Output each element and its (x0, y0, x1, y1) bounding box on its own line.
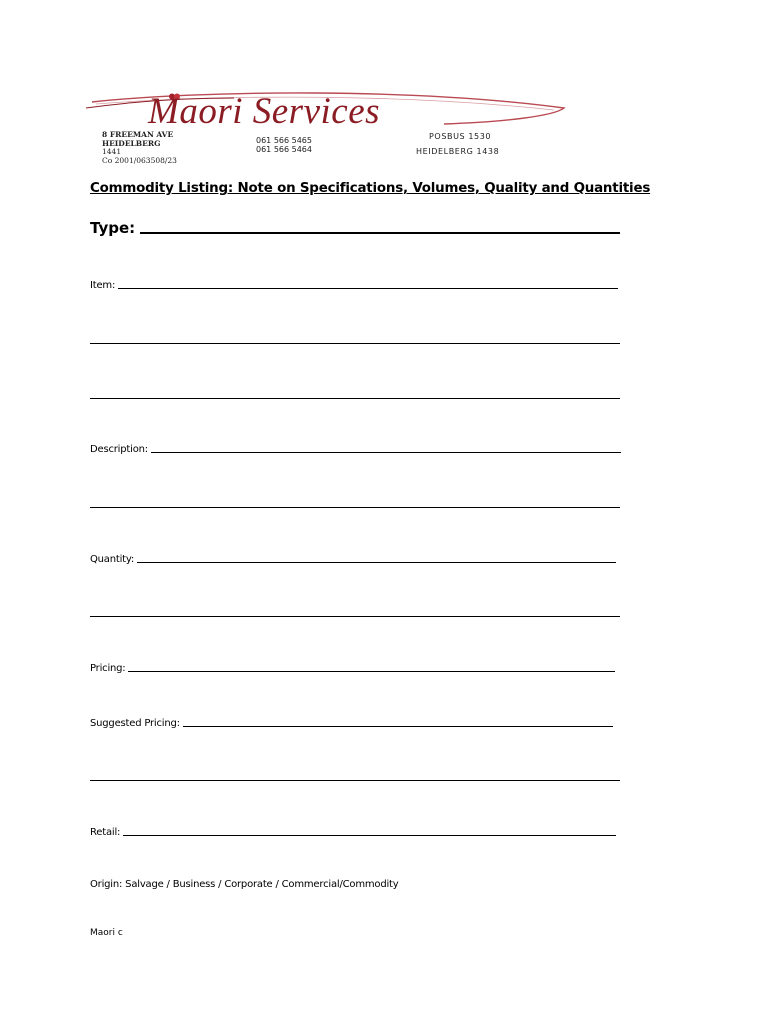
quantity-continuation-line[interactable] (90, 616, 620, 617)
document-title: Commodity Listing: Note on Specifications, Volumes, Quality and Quantities (90, 181, 651, 196)
description-input-line[interactable] (151, 452, 621, 453)
pricing-input-line[interactable] (128, 671, 615, 672)
type-label: Type: (90, 219, 136, 237)
suggested-pricing-field (90, 715, 613, 729)
phone-2: 061 566 5464 (256, 144, 312, 154)
quantity-input-line[interactable] (137, 562, 616, 563)
type-input-line[interactable] (140, 232, 620, 234)
phone-1: 061 566 5465 (256, 136, 312, 145)
registration-number: Co 2001/063508/23 (102, 155, 177, 165)
suggested-pricing-continuation-line[interactable] (90, 780, 620, 781)
retail-field (90, 824, 616, 838)
postal-box: POSBUS 1530 (429, 132, 492, 141)
suggested-pricing-input-line[interactable] (183, 726, 613, 727)
quantity-label: Quantity: (90, 554, 135, 565)
quantity-field (90, 551, 616, 565)
item-continuation-line-1[interactable] (90, 343, 620, 344)
address-code: 1441 (102, 147, 122, 156)
retail-label: Retail: (90, 827, 121, 838)
postal-city: HEIDELBERG 1438 (416, 147, 500, 156)
description-field (90, 441, 621, 455)
suggested-pricing-label: Suggested Pricing: (90, 718, 180, 729)
item-continuation-line-2[interactable] (90, 398, 620, 399)
pricing-field (90, 660, 615, 674)
footer-text: Maori c (90, 928, 123, 938)
company-address (102, 131, 177, 165)
description-label: Description: (90, 444, 148, 455)
company-logo: Maori Services (148, 91, 381, 132)
type-field (90, 215, 620, 237)
description-continuation-line[interactable] (90, 507, 620, 508)
pricing-label: Pricing: (90, 663, 126, 674)
address-town: HEIDELBERG (102, 138, 161, 148)
phone-numbers (256, 137, 312, 154)
item-label: Item: (90, 280, 116, 291)
retail-input-line[interactable] (123, 835, 616, 836)
item-field (90, 277, 618, 291)
address-street: 8 FREEMAN AVE (102, 130, 174, 139)
item-input-line[interactable] (118, 288, 618, 289)
origin-options: Origin: Salvage / Business / Corporate / Commercial/Commodity (90, 879, 399, 890)
